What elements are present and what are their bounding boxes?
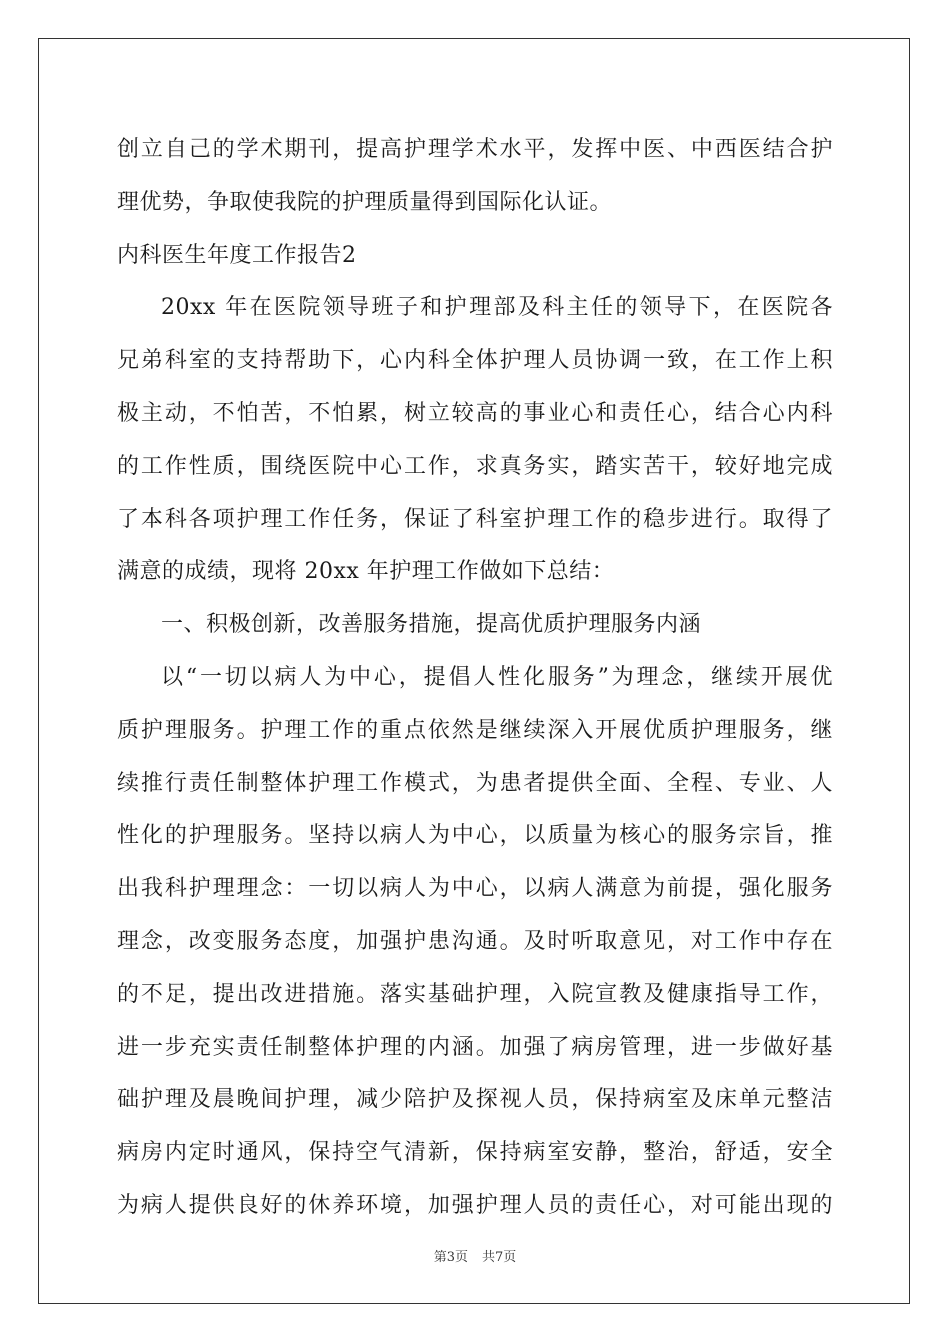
text-line: 20xx 年在医院领导班子和护理部及科主任的领导下，在医院各: [161, 295, 833, 321]
document-body: [117, 124, 833, 1233]
text-line: 出我科护理理念：一切以病人为中心，以病人满意为前提，强化服务: [117, 876, 833, 902]
text-line: 进一步充实责任制整体护理的内涵。加强了病房管理，进一步做好基: [117, 1034, 833, 1060]
subsection-heading: 一、积极创新，改善服务措施，提高优质护理服务内涵: [161, 612, 702, 638]
text-line: 续推行责任制整体护理工作模式，为患者提供全面、全程、专业、人: [117, 770, 833, 796]
section-heading: 内科医生年度工作报告2: [117, 242, 357, 268]
text-line: 理优势，争取使我院的护理质量得到国际化认证。: [117, 189, 613, 215]
text-line: 以“一切以病人为中心，提倡人性化服务”为理念，继续开展优: [161, 664, 833, 690]
page-total: 共7页: [482, 1250, 517, 1265]
text-line: 为病人提供良好的休养环境，加强护理人员的责任心，对可能出现的: [117, 1192, 833, 1218]
text-line: 性化的护理服务。坚持以病人为中心，以质量为核心的服务宗旨，推: [117, 823, 833, 849]
text-line: 兄弟科室的支持帮助下，心内科全体护理人员协调一致，在工作上积: [117, 348, 833, 374]
text-line: 础护理及晨晚间护理，减少陪护及探视人员，保持病室及床单元整洁: [117, 1087, 833, 1113]
text-line: 的不足，提出改进措施。落实基础护理，入院宣教及健康指导工作，: [117, 981, 833, 1007]
text-line: 质护理服务。护理工作的重点依然是继续深入开展优质护理服务，继: [117, 717, 833, 743]
page-number: 第3页: [433, 1250, 468, 1265]
text-line: 理念，改变服务态度，加强护患沟通。及时听取意见，对工作中存在: [117, 928, 833, 954]
text-line: 病房内定时通风，保持空气清新，保持病室安静，整治，舒适，安全: [117, 1140, 833, 1166]
text-line: 极主动，不怕苦，不怕累，树立较高的事业心和责任心，结合心内科: [117, 400, 833, 426]
page-footer: [0, 1246, 950, 1265]
text-line: 创立自己的学术期刊，提高护理学术水平，发挥中医、中西医结合护: [117, 137, 833, 162]
text-line: 满意的成绩，现将 20xx 年护理工作做如下总结：: [117, 559, 615, 585]
text-line: 了本科各项护理工作任务，保证了科室护理工作的稳步进行。取得了: [117, 506, 833, 532]
text-line: 的工作性质，围绕医院中心工作，求真务实，踏实苦干，较好地完成: [117, 453, 833, 479]
